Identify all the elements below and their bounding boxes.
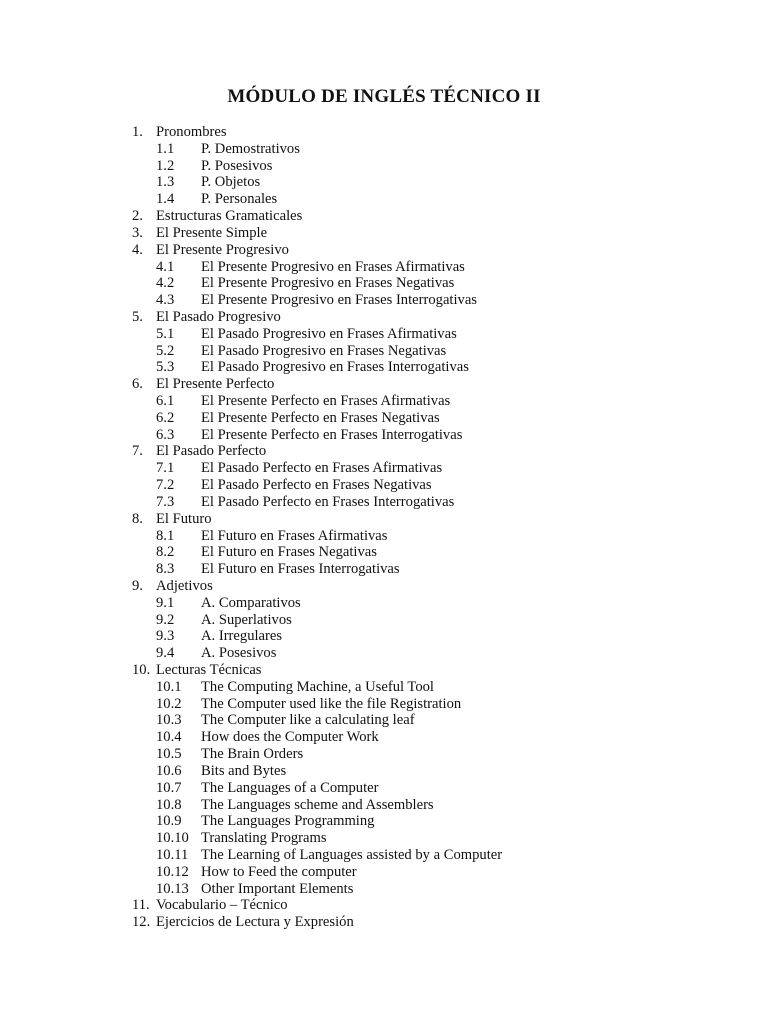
toc-subsection-number: 10.5 xyxy=(156,746,182,763)
toc-subsection-label: The Computing Machine, a Useful Tool xyxy=(201,678,434,695)
toc-subsection xyxy=(132,292,692,309)
toc-section-label: Vocabulario – Técnico xyxy=(156,897,288,914)
toc-subsection-number: 10.6 xyxy=(156,762,182,779)
toc-section-label: Lecturas Técnicas xyxy=(156,662,262,678)
document-title: MÓDULO DE INGLÉS TÉCNICO II xyxy=(227,86,541,107)
toc-section-label: Estructuras Gramaticales xyxy=(156,208,303,225)
toc-section-label: Pronombres xyxy=(156,124,227,140)
toc-subsection-number: 6.1 xyxy=(156,393,175,409)
toc-subsection xyxy=(132,259,692,276)
toc-subsection-number: 10.9 xyxy=(156,813,182,830)
toc-subsection-label: How does the Computer Work xyxy=(201,729,379,746)
toc-subsection xyxy=(132,158,692,175)
toc-subsection xyxy=(132,847,692,864)
toc-subsection-label: Translating Programs xyxy=(201,830,327,847)
toc-subsection xyxy=(132,410,692,427)
toc-section xyxy=(132,914,692,931)
toc-section-label: El Presente Perfecto xyxy=(156,376,275,393)
toc-subsection-number: 10.4 xyxy=(156,729,182,746)
toc-section-label: El Pasado Progresivo xyxy=(156,308,281,325)
toc-subsection-label: A. Irregulares xyxy=(201,628,283,645)
toc-section xyxy=(132,511,692,528)
toc-subsection xyxy=(132,696,692,713)
toc-subsection-label: The Languages Programming xyxy=(201,813,375,830)
toc-subsection-label: The Languages of a Computer xyxy=(201,779,379,796)
toc-subsection xyxy=(132,343,692,360)
toc-subsection-label: El Presente Perfecto en Frases Interrogativas xyxy=(201,426,463,443)
toc-subsection xyxy=(132,359,692,376)
toc-section xyxy=(132,124,692,141)
toc-subsection-label: El Presente Perfecto en Frases Negativas xyxy=(201,409,440,426)
toc-section-label: El Presente Simple xyxy=(156,224,268,241)
toc-subsection xyxy=(132,813,692,830)
toc-subsection xyxy=(132,780,692,797)
toc-subsection-label: A. Superlativos xyxy=(201,611,292,628)
toc-subsection-label: The Learning of Languages assisted by a Computer xyxy=(201,846,503,863)
toc-subsection-number: 1.4 xyxy=(156,191,175,208)
toc-subsection-label: El Presente Perfecto en Frases Afirmativas xyxy=(201,393,451,409)
toc-subsection xyxy=(132,729,692,746)
toc-subsection xyxy=(132,746,692,763)
toc-subsection xyxy=(132,191,692,208)
toc-subsection-number: 6.2 xyxy=(156,409,175,426)
toc-subsection-number: 10.1 xyxy=(156,678,182,695)
toc-subsection xyxy=(132,763,692,780)
toc-subsection-number: 4.3 xyxy=(156,292,175,309)
toc-subsection-label: El Presente Progresivo en Frases Interrogativas xyxy=(201,292,477,309)
toc-subsection-number: 5.2 xyxy=(156,342,175,359)
toc-section-number: 1. xyxy=(132,124,143,140)
toc-section xyxy=(132,208,692,225)
toc-subsection xyxy=(132,797,692,814)
toc-subsection xyxy=(132,275,692,292)
toc-subsection-number: 9.1 xyxy=(156,594,175,611)
toc-subsection xyxy=(132,679,692,696)
toc-subsection-number: 7.3 xyxy=(156,493,175,510)
toc-subsection-label: El Pasado Progresivo en Frases Negativas xyxy=(201,342,447,359)
toc-subsection xyxy=(132,645,692,662)
toc-subsection-number: 10.8 xyxy=(156,796,182,813)
toc-subsection-number: 8.2 xyxy=(156,544,175,561)
toc-section-number: 5. xyxy=(132,308,143,325)
toc-subsection-label: El Futuro en Frases Negativas xyxy=(201,544,377,561)
toc-section xyxy=(132,242,692,259)
toc-section-number: 8. xyxy=(132,510,143,527)
toc-section xyxy=(132,443,692,460)
toc-subsection xyxy=(132,561,692,578)
toc-section-label: El Presente Progresivo xyxy=(156,241,289,258)
toc-subsection-number: 5.3 xyxy=(156,359,175,376)
toc-subsection-number: 6.3 xyxy=(156,426,175,443)
toc-subsection-label: El Pasado Progresivo en Frases Afirmativas xyxy=(201,325,457,342)
toc-subsection-number: 9.4 xyxy=(156,645,175,662)
toc-subsection-number: 10.2 xyxy=(156,695,182,712)
toc-subsection-label: A. Comparativos xyxy=(201,594,301,611)
toc-section xyxy=(132,309,692,326)
toc-section-number: 2. xyxy=(132,208,143,225)
toc-subsection-label: P. Objetos xyxy=(201,174,261,191)
toc-section-number: 9. xyxy=(132,577,143,594)
toc-subsection xyxy=(132,628,692,645)
toc-subsection-number: 8.1 xyxy=(156,527,175,544)
toc-section-number: 12. xyxy=(132,914,151,931)
toc-subsection-label: The Languages scheme and Assemblers xyxy=(201,796,434,813)
toc-section-label: Adjetivos xyxy=(156,577,213,594)
toc-section-number: 10. xyxy=(132,662,151,678)
toc-subsection-label: Bits and Bytes xyxy=(201,762,287,779)
toc-subsection xyxy=(132,393,692,410)
toc-subsection-number: 9.3 xyxy=(156,628,175,645)
toc-subsection-number: 10.12 xyxy=(156,863,189,880)
toc-subsection xyxy=(132,141,692,158)
toc-subsection-label: El Futuro en Frases Interrogativas xyxy=(201,561,400,578)
toc-section xyxy=(132,376,692,393)
toc-section-number: 7. xyxy=(132,443,143,460)
toc-section xyxy=(132,897,692,914)
toc-subsection xyxy=(132,477,692,494)
toc-subsection-number: 10.11 xyxy=(156,846,189,863)
toc-subsection-label: El Pasado Perfecto en Frases Afirmativas xyxy=(201,460,443,477)
toc-subsection-label: El Pasado Perfecto en Frases Negativas xyxy=(201,477,432,494)
toc-subsection-number: 5.1 xyxy=(156,325,175,342)
toc-section-number: 6. xyxy=(132,376,143,393)
toc-section-number: 4. xyxy=(132,241,143,258)
toc-subsection xyxy=(132,528,692,545)
toc-section-label: El Futuro xyxy=(156,510,212,527)
toc-subsection xyxy=(132,612,692,629)
toc-subsection-label: The Brain Orders xyxy=(201,746,304,763)
toc-subsection-label: El Pasado Perfecto en Frases Interrogativas xyxy=(201,493,455,510)
toc-section xyxy=(132,225,692,242)
toc-subsection-number: 1.2 xyxy=(156,157,175,174)
toc-subsection-number: 10.10 xyxy=(156,830,189,847)
toc-subsection-label: P. Personales xyxy=(201,191,278,208)
toc-subsection-label: How to Feed the computer xyxy=(201,863,357,880)
toc-subsection-label: El Pasado Progresivo en Frases Interrogativas xyxy=(201,359,469,376)
toc-section-number: 11. xyxy=(132,897,150,914)
toc-subsection xyxy=(132,326,692,343)
toc-subsection-number: 9.2 xyxy=(156,611,175,628)
toc-subsection xyxy=(132,830,692,847)
toc-subsection-label: El Futuro en Frases Afirmativas xyxy=(201,527,388,544)
toc-subsection-number: 1.1 xyxy=(156,140,175,157)
toc-subsection-label: El Presente Progresivo en Frases Afirmativas xyxy=(201,258,465,275)
toc-section-label: Ejercicios de Lectura y Expresión xyxy=(156,914,354,931)
toc-subsection-number: 10.13 xyxy=(156,880,189,897)
toc-subsection xyxy=(132,881,692,898)
toc-subsection xyxy=(132,494,692,511)
table-of-contents xyxy=(132,124,692,931)
toc-subsection-number: 8.3 xyxy=(156,561,175,578)
toc-subsection xyxy=(132,544,692,561)
toc-subsection-number: 10.7 xyxy=(156,779,182,796)
toc-subsection-number: 1.3 xyxy=(156,174,175,191)
toc-subsection xyxy=(132,595,692,612)
toc-subsection xyxy=(132,427,692,444)
toc-subsection-label: The Computer like a calculating leaf xyxy=(201,712,415,729)
toc-subsection xyxy=(132,174,692,191)
toc-subsection xyxy=(132,712,692,729)
toc-section xyxy=(132,578,692,595)
toc-subsection-number: 4.1 xyxy=(156,258,175,275)
toc-section-number: 3. xyxy=(132,224,143,241)
toc-subsection-number: 10.3 xyxy=(156,712,182,729)
toc-subsection-label: El Presente Progresivo en Frases Negativas xyxy=(201,275,455,292)
toc-subsection-label: P. Demostrativos xyxy=(201,140,300,157)
toc-subsection-label: A. Posesivos xyxy=(201,645,277,662)
toc-section xyxy=(132,662,692,679)
toc-subsection-number: 4.2 xyxy=(156,275,175,292)
toc-subsection-label: P. Posesivos xyxy=(201,157,273,174)
toc-subsection-label: The Computer used like the file Registration xyxy=(201,695,462,712)
toc-subsection xyxy=(132,864,692,881)
toc-subsection xyxy=(132,460,692,477)
toc-subsection-number: 7.1 xyxy=(156,460,175,477)
toc-subsection-label: Other Important Elements xyxy=(201,880,354,897)
toc-section-label: El Pasado Perfecto xyxy=(156,443,267,460)
toc-subsection-number: 7.2 xyxy=(156,477,175,494)
